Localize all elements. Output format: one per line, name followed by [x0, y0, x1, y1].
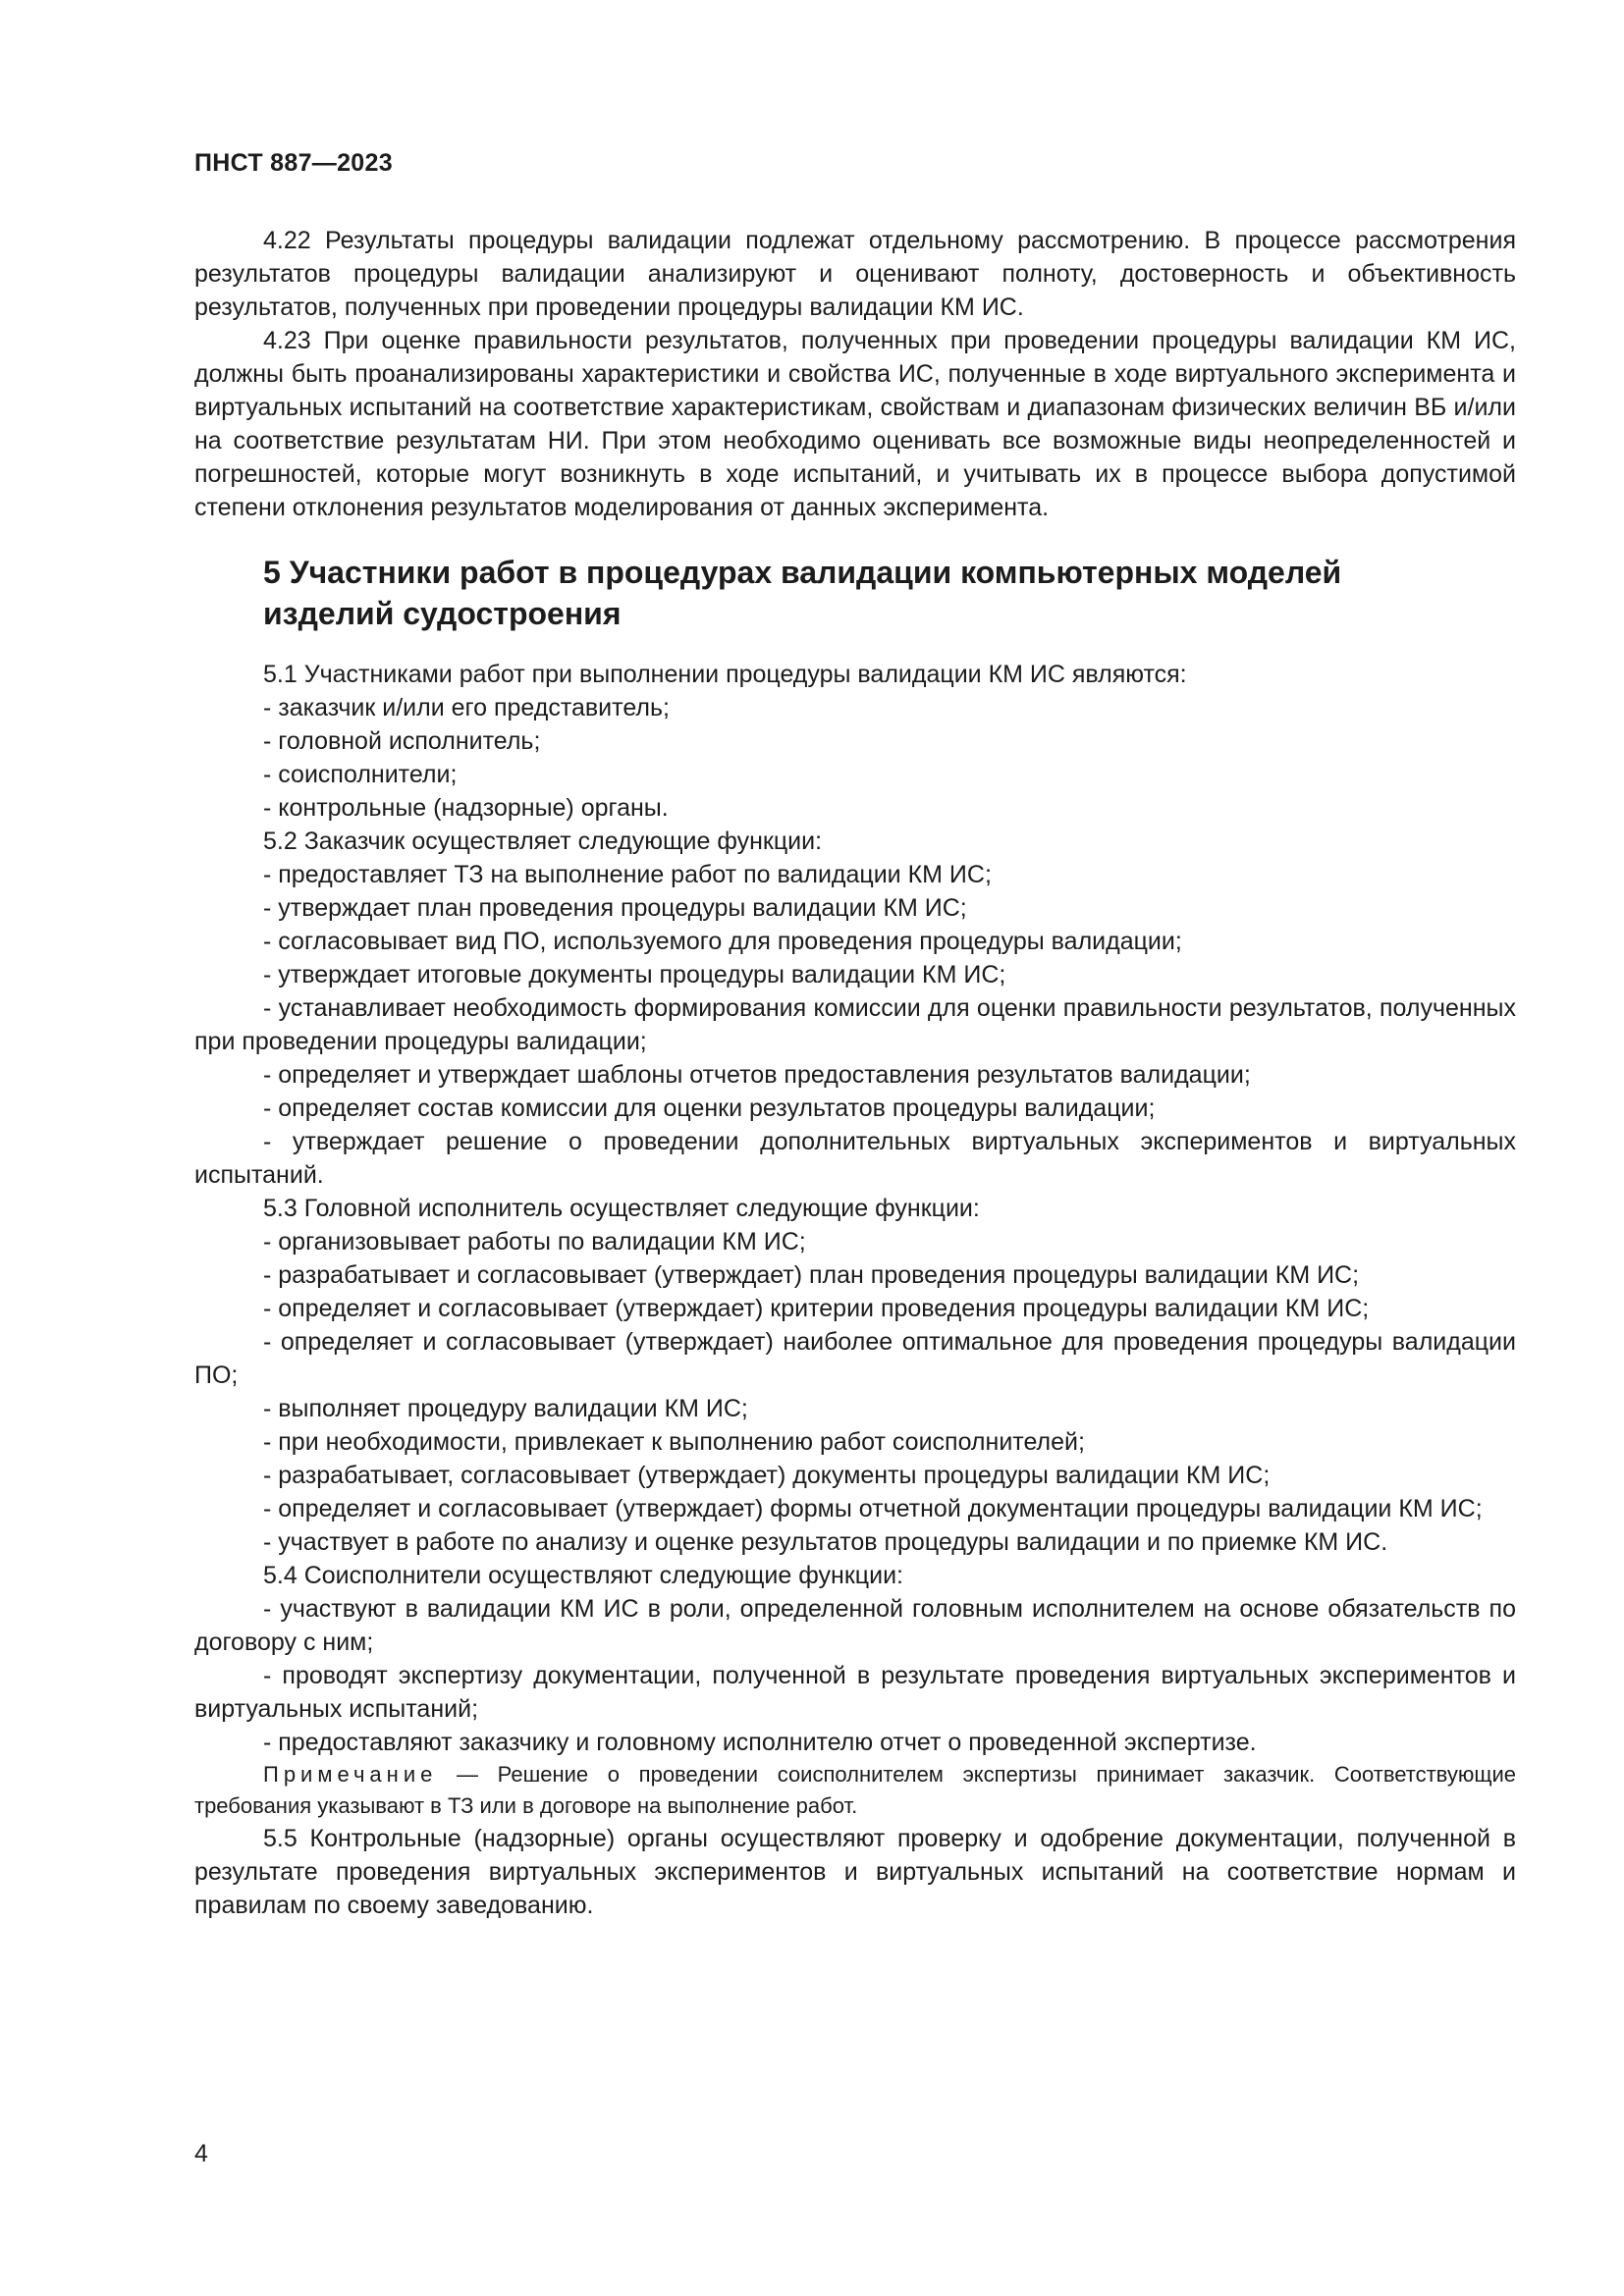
paragraph-5-4: 5.4 Соисполнители осуществляют следующие функции:: [263, 1562, 903, 1589]
paragraph-5-3: 5.3 Головной исполнитель осуществляет следующие функции:: [263, 1195, 980, 1222]
list-item: - согласовывает вид ПО, используемого для проведения процедуры валидации;: [263, 928, 1182, 955]
list-item: - заказчик и/или его представитель;: [263, 694, 670, 721]
note: [194, 1759, 1516, 1822]
list-item: - утверждает итоговые документы процедуры валидации КМ ИС;: [263, 961, 1006, 988]
document-code: ПНСТ 887—2023: [194, 149, 393, 177]
list-item: - участвуют в валидации КМ ИС в роли, определенной головным исполнителем на основе обязательств по договору с ним;: [194, 1595, 1516, 1656]
list-item: - устанавливает необходимость формирования комиссии для оценки правильности результатов, полученных при проведении процедуры валидации;: [194, 994, 1516, 1055]
list-item: - при необходимости, привлекает к выполнению работ соисполнителей;: [263, 1428, 1085, 1456]
paragraph-5-5: 5.5 Контрольные (надзорные) органы осуществляют проверку и одобрение документации, полученной в результате проведения виртуальных экспериментов и виртуальных испытаний на соответствие нормам и правилам по своему заведованию.: [194, 1825, 1516, 1919]
section-5-heading: [263, 552, 1516, 634]
list-item: - утверждает решение о проведении дополнительных виртуальных экспериментов и виртуальных испытаний.: [194, 1128, 1516, 1189]
list-item: - участвует в работе по анализу и оценке результатов процедуры валидации и по приемке КМ ИС.: [263, 1528, 1388, 1556]
list-item: - проводят экспертизу документации, полученной в результате проведения виртуальных экспериментов и виртуальных испытаний;: [194, 1662, 1516, 1723]
list-item: - предоставляет ТЗ на выполнение работ по валидации КМ ИС;: [263, 861, 992, 888]
list-item: - определяет состав комиссии для оценки результатов процедуры валидации;: [263, 1095, 1156, 1122]
paragraph-5-2: 5.2 Заказчик осуществляет следующие функции:: [263, 828, 823, 855]
note-text: — Решение о проведении соисполнителем экспертизы принимает заказчик. Соответствующие требования указывают в ТЗ или в договоре на выполнение работ.: [194, 1762, 1516, 1818]
section-title-line-2: изделий судостроения: [263, 596, 622, 631]
list-item: - определяет и утверждает шаблоны отчетов предоставления результатов валидации;: [263, 1061, 1251, 1089]
paragraph-5-1: 5.1 Участниками работ при выполнении процедуры валидации КМ ИС являются:: [263, 661, 1187, 688]
paragraph-4-22: 4.22 Результаты процедуры валидации подлежат отдельному рассмотрению. В процессе рассмотрения результатов процедуры валидации анализируют и оценивают полноту, достоверность и объективность результатов, полученных при проведении процедуры валидации КМ ИС.: [194, 227, 1516, 321]
list-item: - определяет и согласовывает (утверждает) наиболее оптимальное для проведения процедуры валидации ПО;: [194, 1328, 1516, 1389]
list-item: - разрабатывает и согласовывает (утверждает) план проведения процедуры валидации КМ ИС;: [263, 1261, 1360, 1289]
note-label: Примечание: [263, 1762, 438, 1787]
page-number: 4: [194, 2140, 208, 2167]
list-item: - определяет и согласовывает (утверждает) формы отчетной документации процедуры валидации КМ ИС;: [263, 1495, 1483, 1522]
document-body: [194, 224, 1516, 1922]
list-item: - контрольные (надзорные) органы.: [263, 794, 669, 822]
section-title-line-1: 5 Участники работ в процедурах валидации компьютерных моделей: [263, 555, 1342, 590]
list-item: - организовывает работы по валидации КМ ИС;: [263, 1228, 806, 1255]
list-item: - предоставляют заказчику и головному исполнителю отчет о проведенной экспертизе.: [263, 1729, 1257, 1756]
paragraph-4-23: 4.23 При оценке правильности результатов, полученных при проведении процедуры валидации КМ ИС, должны быть проанализированы характеристики и свойства ИС, полученные в ходе виртуального эксперимента и виртуальных испытаний на соответствие характеристикам, свойствам и диапазонам физических величин ВБ и/или на соответствие результатам НИ. При этом необходимо оценивать все возможные виды неопределенностей и погрешностей, которые могут возникнуть в ходе испытаний, и учитывать их в процессе выбора допустимой степени отклонения результатов моделирования от данных эксперимента.: [194, 327, 1516, 521]
list-item: - соисполнители;: [263, 761, 458, 788]
list-item: - выполняет процедуру валидации КМ ИС;: [263, 1395, 748, 1422]
list-item: - головной исполнитель;: [263, 727, 541, 755]
list-item: - утверждает план проведения процедуры валидации КМ ИС;: [263, 894, 967, 922]
list-item: - определяет и согласовывает (утверждает) критерии проведения процедуры валидации КМ ИС;: [263, 1295, 1370, 1322]
list-item: - разрабатывает, согласовывает (утверждает) документы процедуры валидации КМ ИС;: [263, 1462, 1271, 1489]
